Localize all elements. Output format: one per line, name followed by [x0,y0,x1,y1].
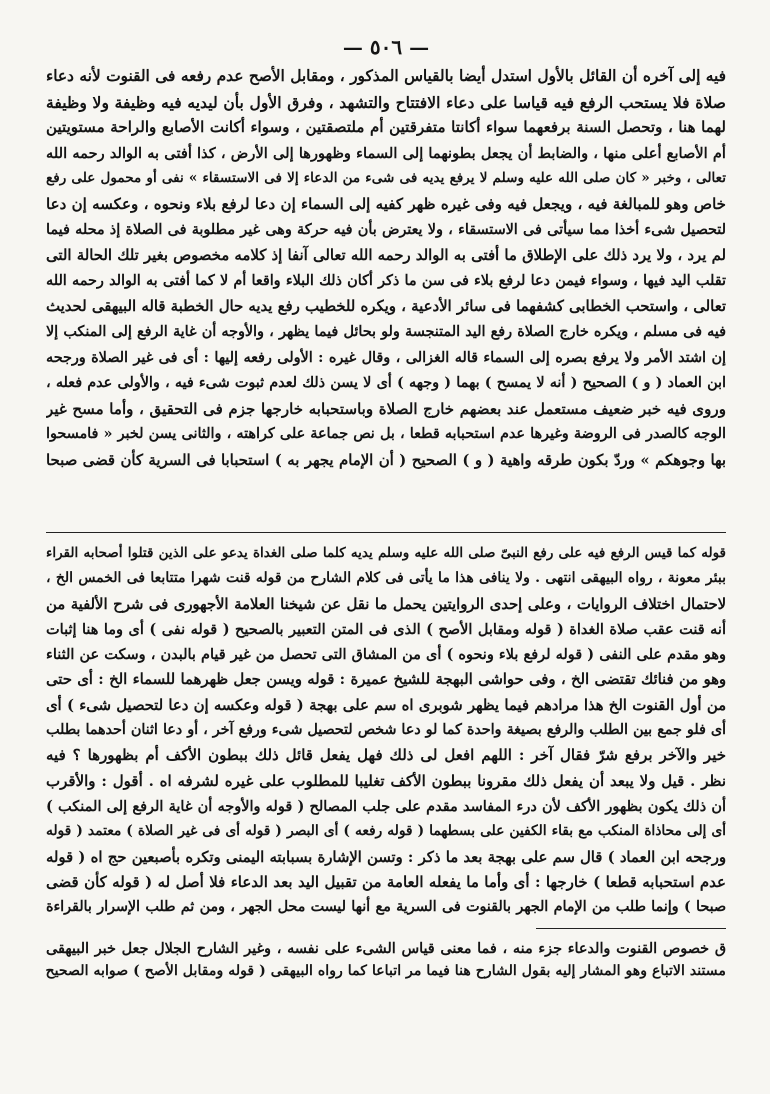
commentary-line: أى إلى محاذاة المنكب مع بقاء الكفين على بسطهما ( قوله رفعه ) أى البصر ( قوله أى فى غير الصلاة ) معتمد ( قوله [46,823,726,840]
main-line: لتحصيل شىء أخذا مما سيأتى فى الاستسقاء ، ولا يعترض بأن فيه حركة وهى غير مطلوبة فى الصلاة إذ محله فيما [46,221,726,238]
main-line: الوجه كالصدر فى الروضة وغيرها عدم استحبابه قطعا ، بل نص جماعة على كراهته ، والثانى يسن لخبر « فامسحوا [46,426,726,443]
main-line: تعالى ، واستحب الخطابى كشفهما فى سائر الأدعية ، ويكره للخطيب رفع يديه حال الخطبة قاله البيهقى لحديث [46,297,726,316]
commentary-line: ورجحه ابن العماد ) قال سم على بهجة بعد ما ذكر : وتسن الإشارة بسبابته اليمنى وتكره بأصبعين حج اه ( قوله [46,848,726,866]
commentary-line: أى فلو جمع بين الطلب والرفع بصيغة واحدة كما لو دعا شخص لتحصيل شىء ورفع آخر ، أو دعا اثنان أحدهما بطلب [46,722,726,739]
commentary-line: من أول القنوت الخ هذا مرادهم فيما يظهر شوبرى اه سم على بهجة ( قوله وعكسه إن دعا لتحصيل شىء ) أى [46,696,726,714]
main-line: لهما هنا ، وتحصل السنة برفعهما سواء أكانتا متفرقتين أم ملتصقتين ، وسواء أكانت الأصابع والراحة مستويتين [46,118,726,137]
page-number: — ٥٠٦ — [342,35,430,59]
footnote-text [46,937,726,983]
main-line: فيه فى مسلم ، ويكره خارج الصلاة رفع اليد المتنجسة ولو بحائل فيما يظهر ، والأوجه أن غاية الرفع إلى المنكب إلا [46,323,726,340]
footnote-divider [536,928,726,929]
commentary-line: نظر . قيل ولا يبعد أن يفعل ذلك مقرونا ببطون الأكف تغليبا للمطلوب على غيره لشرفه اه . أقول : والأقرب [46,771,726,790]
commentary-text [46,541,726,920]
main-line: وروى فيه خبر ضعيف مستعمل عند بعضهم خارج الصلاة وباستحبابه خارجها جزم فى التحقيق ، وأما مسح غير [46,399,726,418]
commentary-line: قوله كما قيس الرفع فيه على رفع النبىّ صلى الله عليه وسلم يديه كلما صلى الغداة يدعو على الذين قتلوا أصحابه القراء [46,545,726,561]
main-line: ابن العماد ( و ) الصحيح ( أنه لا يمسح ) بهما ( وجهه ) أى لا يسن ذلك لعدم ثبوت شىء فيه ، والأولى عدم فعله ، [46,375,726,392]
commentary-line: عدم استحبابه قطعا ) خارجها : أى وأما ما يفعله العامة من تقبيل اليد بعد الدعاء فلا أصل له ( قوله كأن قضى [46,872,726,891]
footnote-line: مستند الاتباع وهو المشار إليه بقول الشارح هنا فيما مر اتباعا كما رواه البيهقى ( قوله ومقابل الأصح ) صوابه الصحيح [46,963,726,980]
main-line: تقلب اليد فيها ، وسواء فيمن دعا لرفع بلاء فى سن ما ذكر أكان ذلك البلاء واقعا أم لا كما أفتى به الوالد رحمه الله [46,272,726,289]
commentary-line: أنه قنت عقب صلاة الغداة ( قوله ومقابل الأصح ) الذى فى المتن التعبير بالصحيح ( قوله نفى ) أى وما هنا إثبات [46,620,726,638]
main-line: تعالى ، وخبر « كان صلى الله عليه وسلم لا يرفع يديه فى شىء من الدعاء إلا فى الاستسقاء » نفى أو محمول على رفع [46,170,726,187]
main-line: لم يرد ، ولا يرد ذلك على الإطلاق ما أفتى به الوالد رحمه الله تعالى آنفا إذ كلامه مخصوص بغير تلك الحالة التى [46,246,726,265]
footnote-line: ق خصوص القنوت والدعاء جزء منه ، فما معنى قياس الشىء على نفسه ، وغير الشارح الجلال جعل خبر البيهقى [46,940,726,958]
main-line: فيه إلى آخره أن القائل بالأول استدل أيضا بالقياس المذكور ، ومقابل الأصح عدم رفعه فى القنوت لأنه دعاء [46,67,726,85]
commentary-line: صبحا ) وإنما طلب من الإمام الجهر بالقنوت فى السرية مع أنها ليست محل الجهر ، ومن ثم طلب الإسرار بالقراءة [46,899,726,916]
commentary-line: أن ذلك يكون بظهور الأكف لأن درء المفاسد مقدم على جلب المصالح ( قوله والأوجه أن غاية الرفع إلى المنكب ) [46,797,726,815]
main-line: بها وجوهكم » وردّ بكون طرقه واهية ( و ) الصحيح ( أن الإمام يجهر به ) استحبابا فى السرية كأن قضى صبحا [46,450,726,469]
commentary-line: وهو من فنائك تقتضى الخ ، وفى حواشى البهجة للشيخ عميرة : قوله ويسن جعل ظهرهما للسماء الخ : أى حتى [46,671,726,689]
main-text [46,64,726,522]
commentary-line: لاحتمال اختلاف الروايات ، وعلى إحدى الروايتين يحمل ما نقل عن شيخنا العلامة الأجهورى فى شرح الألفية من [46,595,726,613]
commentary-line: وهو مقدم على النفى ( قوله لرفع بلاء ونحوه ) أى من المشاق التى تحصل من غير قيام بالبدن ، وسكت عن الثناء [46,646,726,664]
main-line: صلاة فلا يستحب الرفع فيه قياسا على دعاء الافتتاح والتشهد ، وفرق الأول بأن ليديه فيه وظيفة ولا وظيفة [46,92,726,112]
commentary-line: خير والآخر برفع شرّ فقال آخر : اللهم افعل لى ذلك فهل يفعل قائل ذلك ببطون الأكف أم بظهورها ؟ فيه [46,746,726,765]
main-line: إن اشتد الأمر ولا يرفع بصره إلى السماء قاله الغزالى ، وقال غيره : الأولى رفعه إليها : أى فى غير الصلاة ورجحه [46,349,726,366]
main-line: خاص وهو للمبالغة فيه ، ويجعل فيه وفى غيره ظهر كفيه إلى السماء إن دعا لرفع بلاء ونحوه ، وعكسه إن دعا [46,194,726,213]
main-line: أم الأصابع أعلى منها ، والضابط أن يجعل بطونهما إلى السماء وظهورها إلى الأرض ، كذا أفتى به الوالد رحمه الله [46,144,726,162]
commentary-line: ببئر معونة ، رواه البيهقى انتهى . ولا ينافى هذا ما يأتى فى كلام الشارح من قوله قنت شهرا متتابعا فى الخمس الخ ، [46,570,726,587]
section-divider [46,532,726,533]
